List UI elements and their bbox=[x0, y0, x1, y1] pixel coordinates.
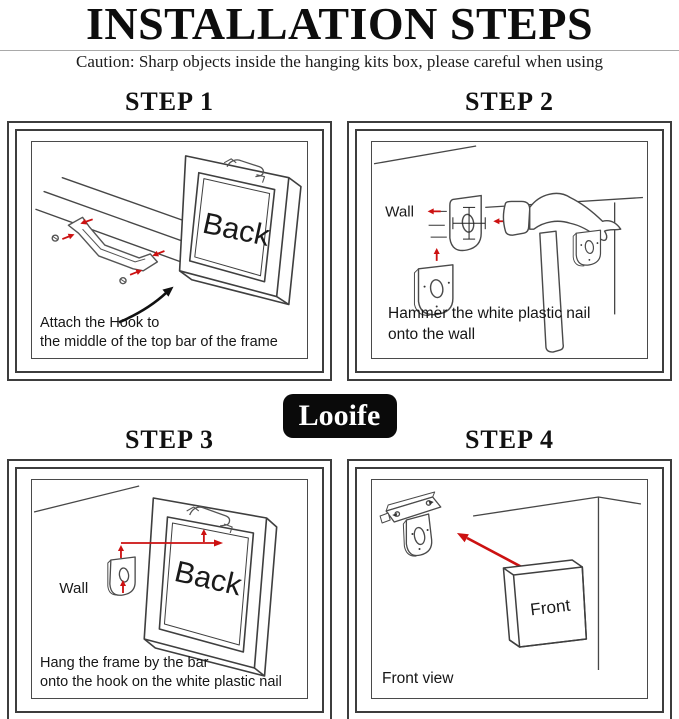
frame-back-label: Back bbox=[171, 555, 245, 603]
step-1-box-inner bbox=[15, 129, 324, 373]
header-divider bbox=[0, 50, 679, 51]
hook-assembly-icon bbox=[380, 492, 441, 556]
step-4-box-inner bbox=[355, 467, 664, 713]
step-2-heading: STEP 2 bbox=[464, 87, 555, 116]
steps-row-2 bbox=[0, 425, 679, 719]
step-2-section bbox=[347, 87, 672, 381]
nail-on-wall-icon bbox=[573, 230, 600, 266]
nail-up-arrow bbox=[434, 248, 440, 261]
step-3-section bbox=[7, 425, 332, 719]
step-3-box-inner bbox=[15, 467, 324, 713]
step-2-box bbox=[347, 121, 672, 381]
step-2-caption: Hammer the white plastic nail onto the wall bbox=[388, 305, 591, 344]
plastic-nail-icon bbox=[108, 557, 135, 595]
step-3-heading: STEP 3 bbox=[124, 425, 215, 454]
step-1-illustration bbox=[31, 141, 308, 359]
hook-icon bbox=[52, 217, 157, 283]
step-4-illustration bbox=[371, 479, 648, 699]
page-title: INSTALLATION STEPS bbox=[85, 0, 594, 49]
wall-line bbox=[34, 486, 139, 512]
step-1-caption: Attach the Hook to the middle of the top bar of the frame bbox=[40, 314, 278, 351]
step-4-heading: STEP 4 bbox=[464, 425, 555, 454]
wall-label: Wall bbox=[59, 580, 89, 597]
steps-row-1 bbox=[0, 87, 679, 381]
step-2-box-inner bbox=[355, 129, 664, 373]
step-4-caption: Front view bbox=[382, 670, 454, 688]
step-3-illustration bbox=[31, 479, 308, 699]
brand-logo-text: Looife bbox=[298, 399, 381, 432]
step-4-section bbox=[347, 425, 672, 719]
step-3-caption: Hang the frame by the bar onto the hook on the white plastic nail bbox=[40, 654, 282, 691]
frame-back-label: Back bbox=[199, 207, 273, 253]
step-3-box bbox=[7, 459, 332, 719]
plastic-nail-icon bbox=[429, 196, 486, 251]
step-4-drawing bbox=[372, 480, 647, 698]
wall-label: Wall bbox=[385, 203, 415, 221]
step-1-box bbox=[7, 121, 332, 381]
step-2-illustration bbox=[371, 141, 648, 359]
caution-text: Caution: Sharp objects inside the hanging kits box, please careful when using bbox=[76, 51, 603, 71]
step-1-section bbox=[7, 87, 332, 381]
step-1-heading: STEP 1 bbox=[124, 87, 215, 116]
frame-front-label: Front bbox=[529, 595, 572, 620]
step-4-box bbox=[347, 459, 672, 719]
